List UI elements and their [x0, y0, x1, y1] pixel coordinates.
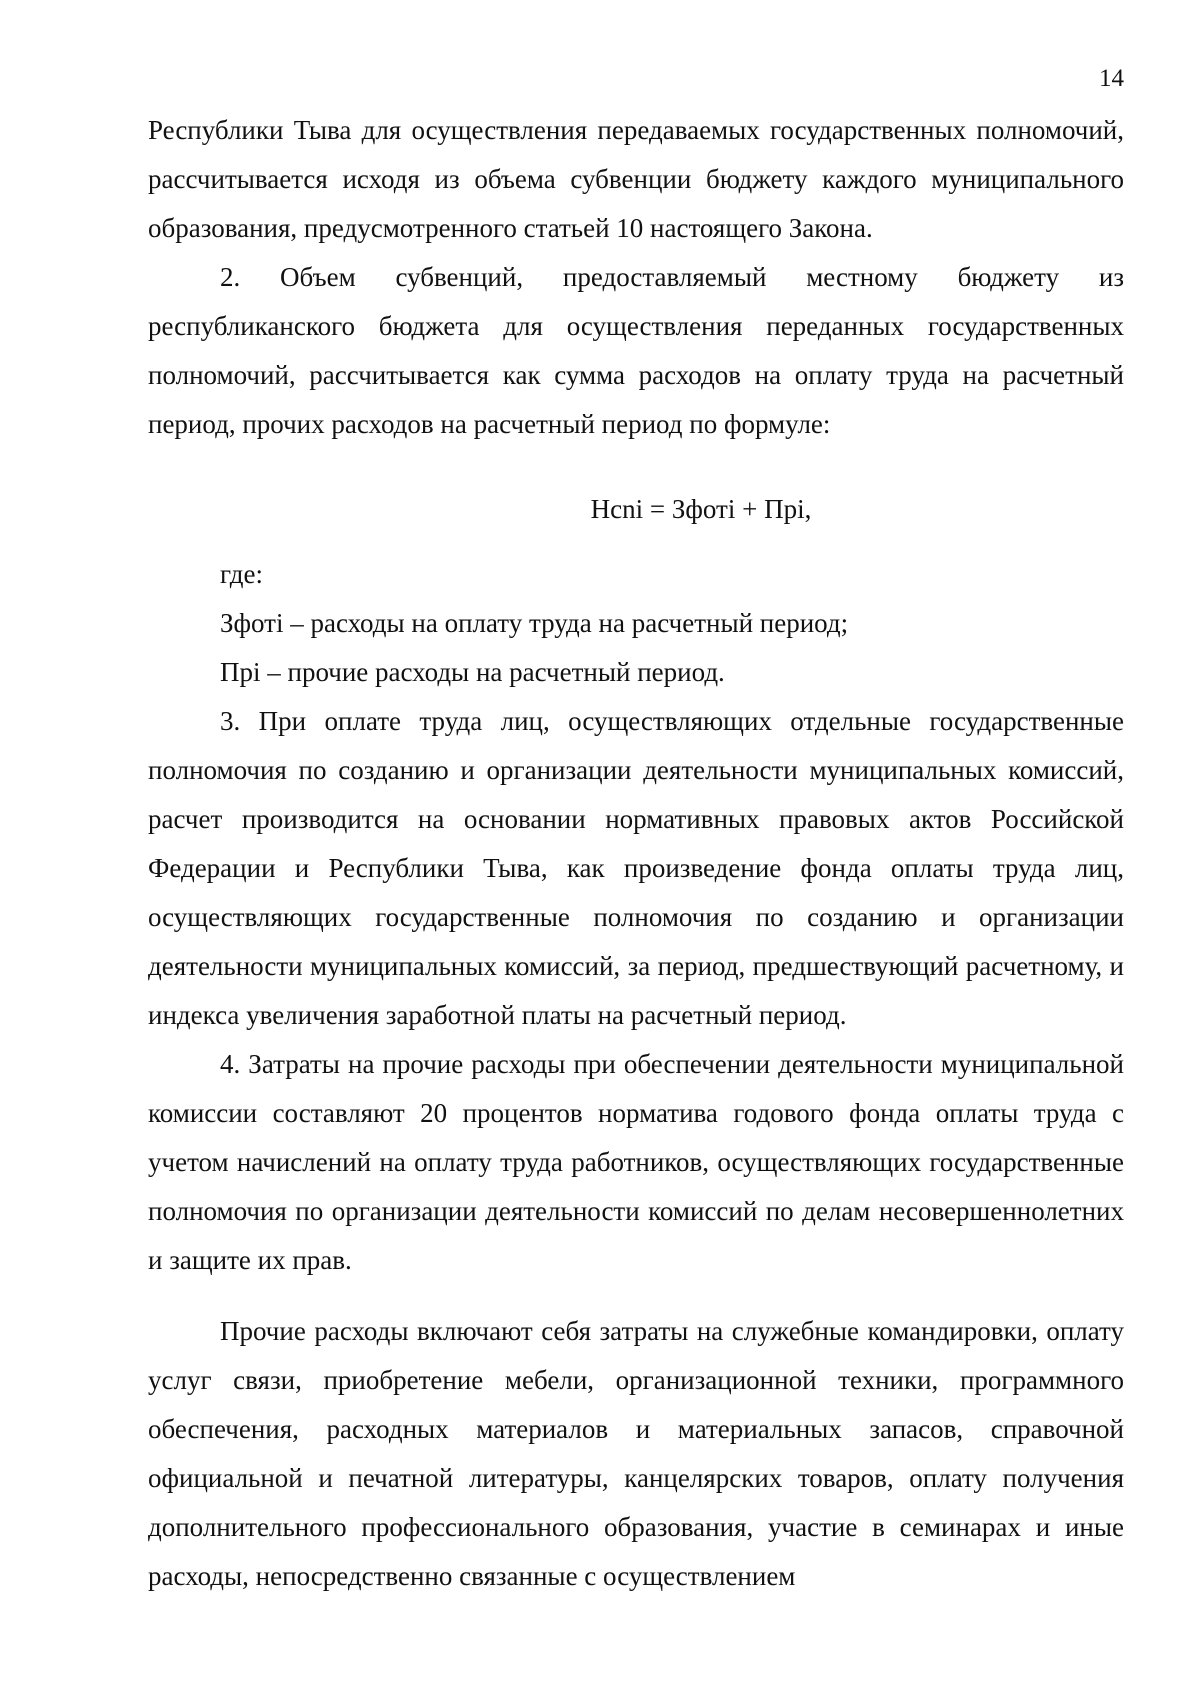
paragraph-3: 3. При оплате труда лиц, осуществляющих отдельные государственные полномочия по созданию и организации деятельности муниципальных комиссий, расчет производится на основании нормативных правовых актов Российской Федерации и Республики Тыва, как произведение фонда оплаты труда лиц, осуществляющих государственные полномочия по созданию и организации деятельности муниципальных комиссий, за период, предшествующий расчетному, и индекса увеличения заработной платы на расчетный период.: [148, 706, 1124, 1030]
document-body: [148, 106, 1124, 1601]
paragraph-2: 2. Объем субвенций, предоставляемый местному бюджету из республиканского бюджета для осуществления переданных государственных полномочий, рассчитывается как сумма расходов на оплату труда на расчетный период, прочих расходов на расчетный период по формуле:: [148, 262, 1124, 439]
paragraph-4: 4. Затраты на прочие расходы при обеспечении деятельности муниципальной комиссии составляют 20 процентов норматива годового фонда оплаты труда с учетом начислений на оплату труда работников, осуществляющих государственные полномочия по организации деятельности комиссий по делам несовершеннолетних и защите их прав.: [148, 1049, 1124, 1275]
definition-zfot: Зфотi – расходы на оплату труда на расчетный период;: [220, 608, 849, 638]
page-number: 14: [1099, 65, 1124, 92]
paragraph-other-expenses: Прочие расходы включают себя затраты на служебные командировки, оплату услуг связи, приобретение мебели, организационной техники, программного обеспечения, расходных материалов и материальных запасов, справочной официальной и печатной литературы, канцелярских товаров, оплату получения дополнительного профессионального образования, участие в семинарах и иные расходы, непосредственно связанные с осуществлением: [148, 1316, 1124, 1591]
paragraph-continuation: Республики Тыва для осуществления передаваемых государственных полномочий, рассчитывается исходя из объема субвенции бюджету каждого муниципального образования, предусмотренного статьей 10 настоящего Закона.: [148, 115, 1124, 243]
where-label: где:: [220, 559, 263, 589]
formula: Нсni = Зфотi + Прi,: [590, 494, 812, 524]
definition-pr: Прi – прочие расходы на расчетный период.: [220, 657, 725, 687]
